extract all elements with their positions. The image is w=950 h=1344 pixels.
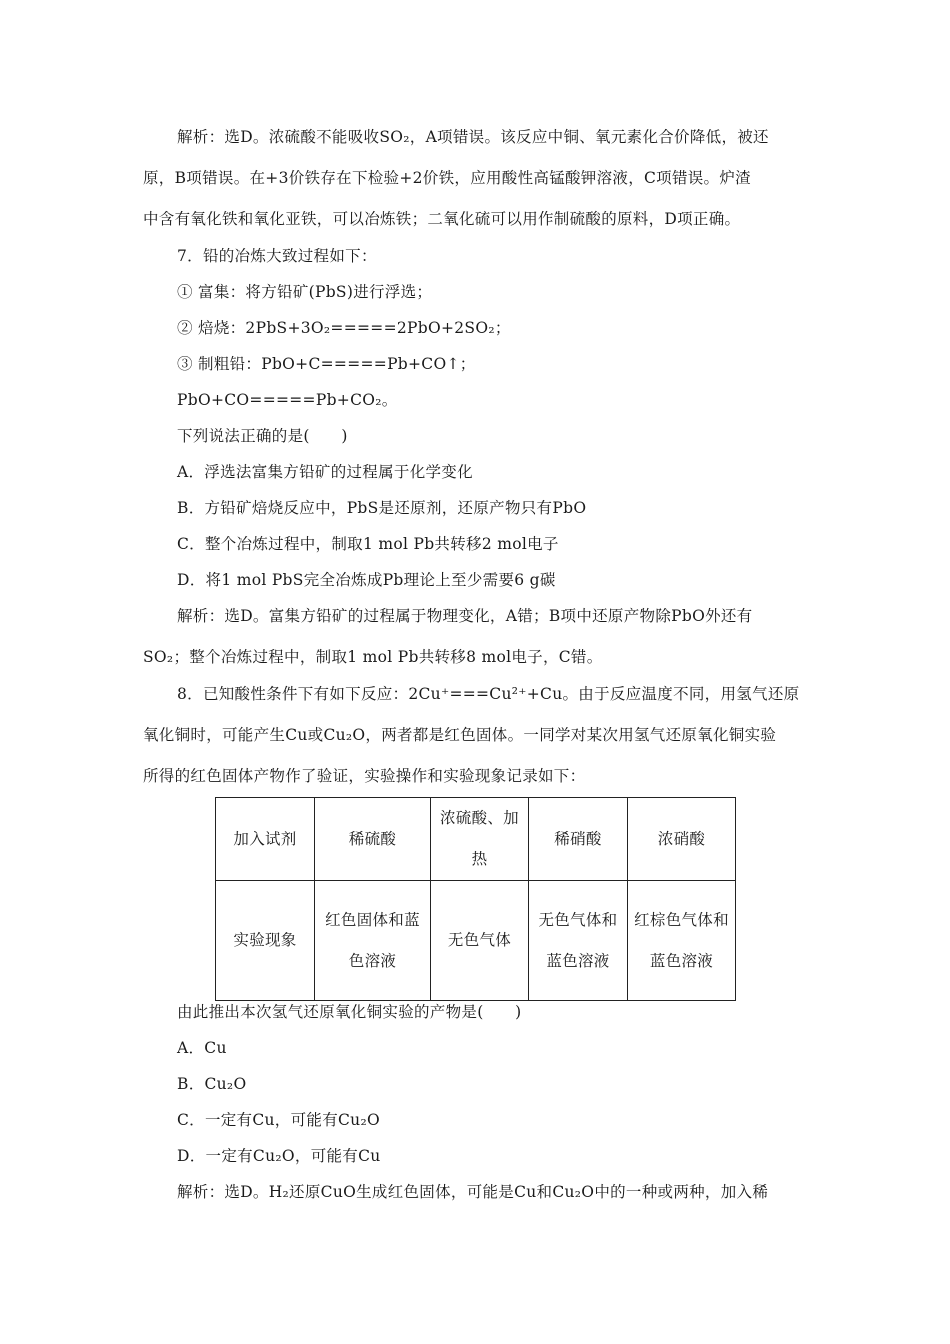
table-cell: 实验现象 xyxy=(216,881,315,1001)
question-7-option-a: A．浮选法富集方铅矿的过程属于化学变化 xyxy=(177,463,473,481)
question-7-analysis-line-2: SO₂；整个冶炼过程中，制取1 mol Pb共转移8 mol电子，C错。 xyxy=(143,648,603,666)
table-cell: 稀硫酸 xyxy=(315,798,431,881)
table-cell: 加入试剂 xyxy=(216,798,315,881)
table-cell: 浓硫酸、加热 xyxy=(431,798,529,881)
question-7-step-1: ① 富集：将方铅矿(PbS)进行浮选； xyxy=(177,283,433,301)
question-8-line-2: 氧化铜时，可能产生Cu或Cu₂O，两者都是红色固体。一同学对某次用氢气还原氧化铜实验 xyxy=(143,726,777,744)
table-row xyxy=(216,798,736,881)
question-7-prompt: 下列说法正确的是( ) xyxy=(177,427,348,445)
question-7-step-3: ③ 制粗铅：PbO+C=====Pb+CO↑； xyxy=(177,355,476,373)
question-8-prompt: 由此推出本次氢气还原氧化铜实验的产物是( ) xyxy=(177,1003,522,1021)
question-7-step-2: ② 焙烧：2PbS+3O₂=====2PbO+2SO₂； xyxy=(177,319,511,337)
table-cell: 稀硝酸 xyxy=(529,798,628,881)
question-8-option-c: C．一定有Cu，可能有Cu₂O xyxy=(177,1111,380,1129)
table-cell: 红棕色气体和蓝色溶液 xyxy=(628,881,736,1001)
question-7-step-3-continued: PbO+CO=====Pb+CO₂。 xyxy=(177,391,398,409)
experiment-table xyxy=(215,797,736,1001)
question-8-line-1: 8．已知酸性条件下有如下反应：2Cu⁺===Cu²⁺+Cu。由于反应温度不同，用氢气还原 xyxy=(177,685,800,703)
question-7-analysis-line-1: 解析：选D。富集方铅矿的过程属于物理变化，A错；B项中还原产物除PbO外还有 xyxy=(177,607,753,625)
table-cell: 浓硝酸 xyxy=(628,798,736,881)
question-7-option-b: B．方铅矿焙烧反应中，PbS是还原剂，还原产物只有PbO xyxy=(177,499,587,517)
question-7-stem: 7．铅的冶炼大致过程如下： xyxy=(177,247,377,265)
table-cell: 无色气体 xyxy=(431,881,529,1001)
analysis-6-line-3: 中含有氧化铁和氧化亚铁，可以冶炼铁；二氧化硫可以用作制硫酸的原料，D项正确。 xyxy=(143,210,741,228)
question-8-option-d: D．一定有Cu₂O，可能有Cu xyxy=(177,1147,381,1165)
question-8-line-3: 所得的红色固体产物作了验证，实验操作和实验现象记录如下： xyxy=(143,767,586,785)
table-row xyxy=(216,881,736,1001)
table-cell: 红色固体和蓝色溶液 xyxy=(315,881,431,1001)
question-8-analysis-line-1: 解析：选D。H₂还原CuO生成红色固体，可能是Cu和Cu₂O中的一种或两种，加入稀 xyxy=(177,1183,769,1201)
question-7-option-d: D．将1 mol PbS完全冶炼成Pb理论上至少需要6 g碳 xyxy=(177,571,556,589)
question-7-option-c: C．整个冶炼过程中，制取1 mol Pb共转移2 mol电子 xyxy=(177,535,559,553)
table-cell: 无色气体和蓝色溶液 xyxy=(529,881,628,1001)
question-8-option-a: A．Cu xyxy=(177,1039,227,1057)
analysis-6-line-1: 解析：选D。浓硫酸不能吸收SO₂，A项错误。该反应中铜、氧元素化合价降低，被还 xyxy=(177,128,769,146)
question-8-option-b: B．Cu₂O xyxy=(177,1075,247,1093)
analysis-6-line-2: 原，B项错误。在+3价铁存在下检验+2价铁，应用酸性高锰酸钾溶液，C项错误。炉渣 xyxy=(143,169,751,187)
